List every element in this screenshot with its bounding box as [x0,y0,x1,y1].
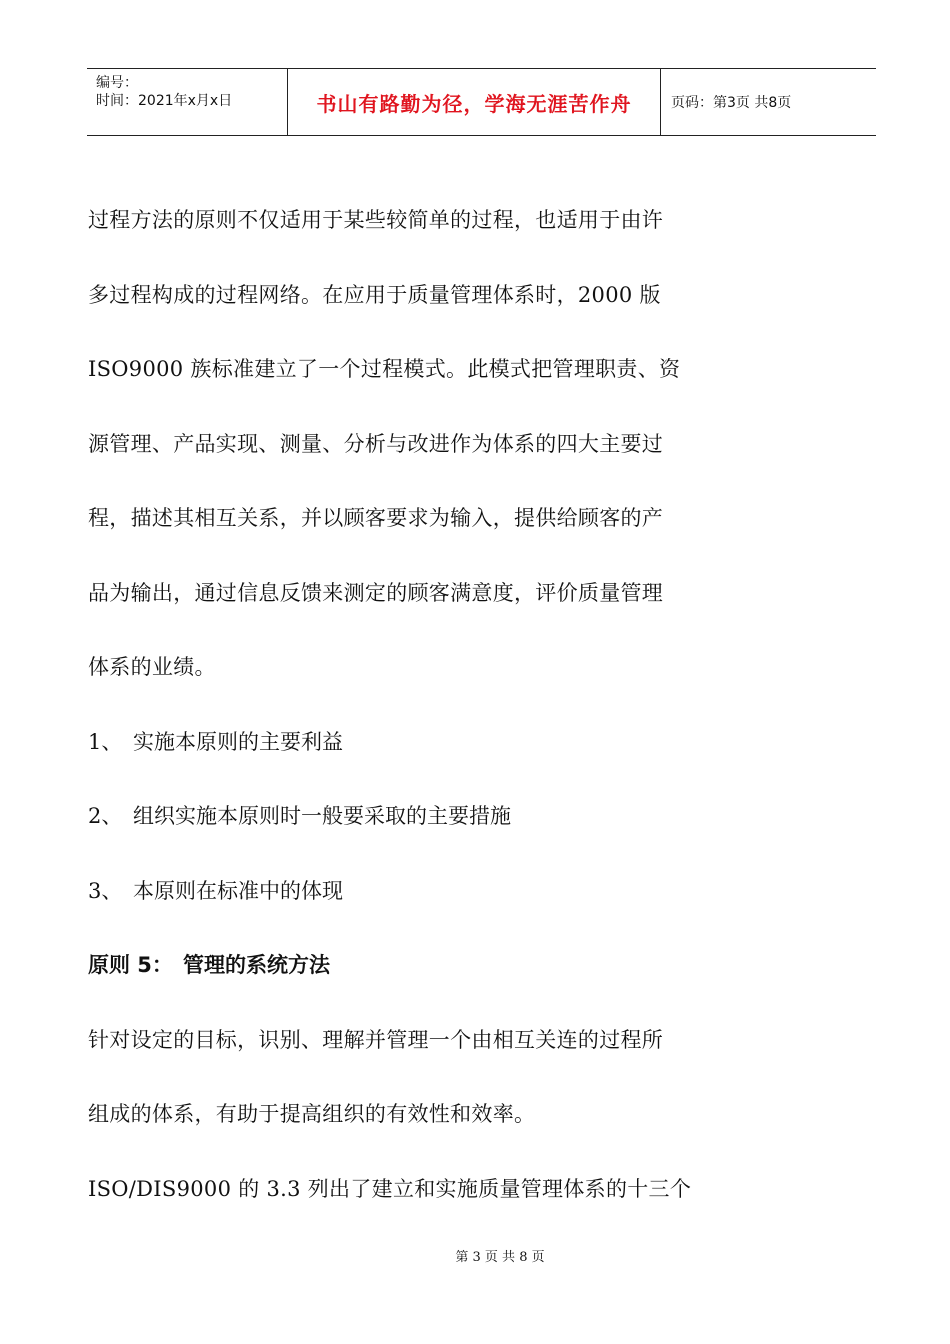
section-heading-label: 原则 5： [88,953,173,977]
paragraph-line: 源管理、产品实现、测量、分析与改进作为体系的四大主要过 [88,431,664,456]
page-footer: 第 3 页 共 8 页 [455,1250,545,1265]
list-item [88,794,698,869]
header-meta [87,69,287,135]
list-item-number: 1、 [88,729,123,754]
list-item-text: 本原则在标准中的体现 [133,878,343,903]
header-page-info: 页码：第3页 共8页 [671,95,792,111]
paragraph-line: ISO/DIS9000 的 3.3 列出了建立和实施质量管理体系的十三个 [88,1176,692,1201]
document-header [87,68,876,136]
section-heading-title: 管理的系统方法 [183,953,330,977]
paragraph-line: 多过程构成的过程网络。在应用于质量管理体系时，2000 版 [88,282,661,307]
list-item [88,720,698,795]
list-item-number: 2、 [88,804,123,828]
document-number-label: 编号： [96,75,138,91]
paragraph-line: 组成的体系，有助于提高组织的有效性和效率。 [88,1102,536,1126]
document-time-label: 时间：2021年x月x日 [96,93,233,109]
list-item [88,869,698,944]
header-motto: 书山有路勤为径，学海无涯苦作舟 [287,69,661,135]
list-item-number: 3、 [88,878,123,903]
paragraph-line: 程，描述其相互关系，并以顾客要求为输入，提供给顾客的产 [88,506,664,530]
document-body [88,198,698,1241]
list-item-text: 组织实施本原则时一般要采取的主要措施 [133,804,511,828]
paragraph-line: 品为输出，通过信息反馈来测定的顾客满意度，评价质量管理 [88,580,664,605]
list-item-text: 实施本原则的主要利益 [133,729,343,754]
paragraph-line: 针对设定的目标，识别、理解并管理一个由相互关连的过程所 [88,1027,664,1052]
section-heading [88,943,698,1018]
paragraph-line: 过程方法的原则不仅适用于某些较简单的过程，也适用于由许 [88,208,664,232]
paragraph-line: 体系的业绩。 [88,655,216,679]
paragraph-line: ISO9000 族标准建立了一个过程模式。此模式把管理职责、资 [88,357,681,381]
